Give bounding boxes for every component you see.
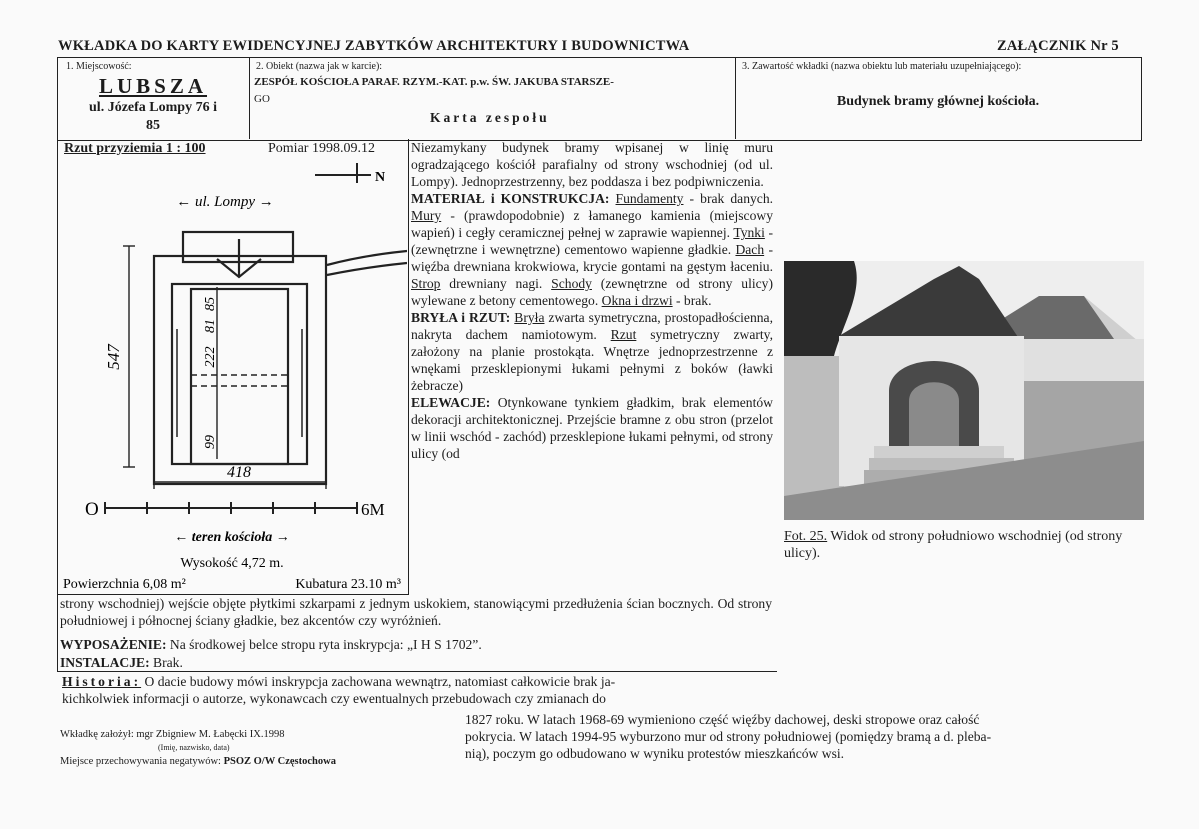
foundations-text: - brak danych. [683,191,774,206]
author-line: Wkładkę założył: mgr Zbigniew M. Łabęcki IX.1998 [60,729,285,740]
stairs-text: (zewnętrzne od strony ulicy) wylewane z betony cementowego. [411,276,774,308]
history-heading: Historia: [62,674,142,689]
history-line-3: 1827 roku. W latach 1968-69 wymieniono część więźby dachowej, deski stropowe oraz całość [465,712,980,727]
form-label: Bryła [514,310,545,325]
storage-value: PSOZ O/W Częstochowa [223,756,336,767]
object-name-line-2: GO [254,93,270,105]
history-line-2: kichkolwiek informacji o autorze, wykonawcach czy ewentualnych przebudowach czy zmianach do [62,691,606,706]
box-label: 3. Zawartość wkładki (nazwa obiektu lub materiału uzupełniającego): [742,61,1022,72]
annex-number: ZAŁĄCZNIK Nr 5 [997,38,1119,54]
dim-222: 222 [203,346,218,368]
scale-bar [105,502,357,514]
windows-label: Okna i drzwi [601,293,673,308]
object-name-line-1: ZESPÓŁ KOŚCIOŁA PARAF. RZYM.-KAT. p.w. ŚW. JAKUBA STARSZE- [254,76,614,88]
form-text: zwarta symetryczna, prostopadłościenna, nakryta dachem namiotowym. [411,310,773,342]
photo-caption-label: Fot. 25. [784,529,828,544]
form-heading: BRYŁA i RZUT: [411,310,511,325]
plan-text: symetryczny zwarty, założony na planie prostokąta. Wnętrze jednoprzestrzenne z wnękami przesklepionymi łukami pełnymi z boków (ławki żebracze) [411,327,773,393]
installations-heading: INSTALACJE: [60,655,150,670]
windows-text: - brak. [672,293,712,308]
ceiling-text: drewniany nagi. [440,276,552,291]
elevations-text: Otynkowane tynkiem gładkim, brak elementów dekoracji architektonicznej. Przejście bramne z obu stron (przelot w linii wschód - zachód) przesklepione łukami pełnymi, od strony ulicy (od [411,395,773,461]
history-paragraph [62,673,774,707]
installations-paragraph [60,654,772,671]
box-location [58,58,248,138]
north-label: N [375,170,386,185]
scale-zero: O [85,499,99,520]
installations-text: Brak. [149,655,183,670]
height-value: Wysokość 4,72 m. [180,556,284,571]
box-object [250,58,734,138]
intro-text: Niezamykany budynek bramy wpisanej w linię muru ogradzającego kościół parafialny od strony wschodniej (od ul. Lompy). Jednoprzestrzenny, bez poddasza i bez podpiwniczenia. [411,140,773,189]
plan-label: Rzut [610,327,637,342]
dim-418: 418 [227,464,251,481]
box-contents [736,58,1140,138]
author-note: (Imię, nazwisko, data) [158,743,230,752]
box-label: 2. Obiekt (nazwa jak w karcie): [256,61,383,72]
street-line-1: ul. Józefa Lompy 76 i [89,100,217,115]
photo-caption [784,528,1144,562]
town-name: LUBSZA [98,74,208,98]
plaster-label: Tynki [733,225,765,240]
volume-value: Kubatura 23.10 m³ [295,577,401,592]
gate-photo [784,261,1144,520]
material-heading: MATERIAŁ i KONSTRUKCJA: [411,191,610,206]
walls-text: - (prawdopodobnie) z łamanego kamienia (miejscowy wapień) i cegły ceramicznej pełnej w zaprawie wapiennej. [411,208,773,240]
elevations-continuation: strony wschodniej) wejście objęte płytkimi szkarpami z jednym uskokiem, stanowiącymi przedłużenia ścian bocznych. Od strony południowej i północnej ściany gładkie, bez akcentów czy wyróżnień. [60,596,772,628]
plan-title: Rzut przyziemia 1 : 100 [64,141,206,156]
area-value: Powierzchnia 6,08 m² [63,577,186,592]
photo-caption-text: Widok od strony południowo wschodniej (od strony ulicy). [784,529,1123,561]
survey-date: Pomiar 1998.09.12 [268,141,375,156]
equipment-paragraph [60,636,772,653]
street-line-2: 85 [146,118,160,133]
walls-label: Mury [411,208,442,223]
contents-value: Budynek bramy głównej kościoła. [836,94,1040,109]
elevations-heading: ELEWACJE: [411,395,491,410]
plaster-text: - (zewnętrzne i wewnętrzne) cementowo wapienne gładkie. [411,225,773,257]
storage-line [60,756,336,767]
roof-text: - więźba drewniana krokwiowa, krycie gontami na gęstym łaceniu. [411,242,773,274]
history-line-1: O dacie budowy mówi inskrypcja zachowana wewnątrz, natomiast całkowicie brak ja- [141,674,616,689]
stairs-label: Schody [551,276,592,291]
history-line-4: pokrycia. W latach 1994-95 wyburzono mur od strony południowej (pomiędzy bramą a d. pleba- [465,729,992,744]
divider [57,594,58,671]
foundations-label: Fundamenty [615,191,684,206]
history-line-5: nią), poczym go odbudowano w wyniku protestów mieszkańców wsi. [465,746,845,761]
divider [57,671,777,672]
dim-85: 85 [203,297,218,311]
dim-99: 99 [203,435,218,449]
street-label: ← ul. Lompy → [176,194,274,210]
north-arrow-icon [315,163,371,183]
equipment-heading: WYPOSAŻENIE: [60,637,167,652]
box-label: 1. Miejscowość: [66,61,132,72]
ceiling-label: Strop [411,276,441,291]
scale-end: 6M [361,500,385,519]
equipment-text: Na środkowej belce stropu ryta inskrypcja: „I H S 1702”. [166,637,482,652]
dim-81: 81 [203,319,218,333]
description-text [411,139,773,462]
terrain-label: ← teren kościoła → [174,530,290,545]
history-continuation [465,711,1140,762]
card-type: Karta zespołu [430,110,550,125]
document-title: WKŁADKA DO KARTY EWIDENCYJNEJ ZABYTKÓW ARCHITEKTURY I BUDOWNICTWA [58,38,690,54]
roof-label: Dach [735,242,765,257]
storage-label: Miejsce przechowywania negatywów: [60,756,221,767]
dim-547: 547 [104,344,123,370]
floor-plan-drawing [57,139,407,594]
